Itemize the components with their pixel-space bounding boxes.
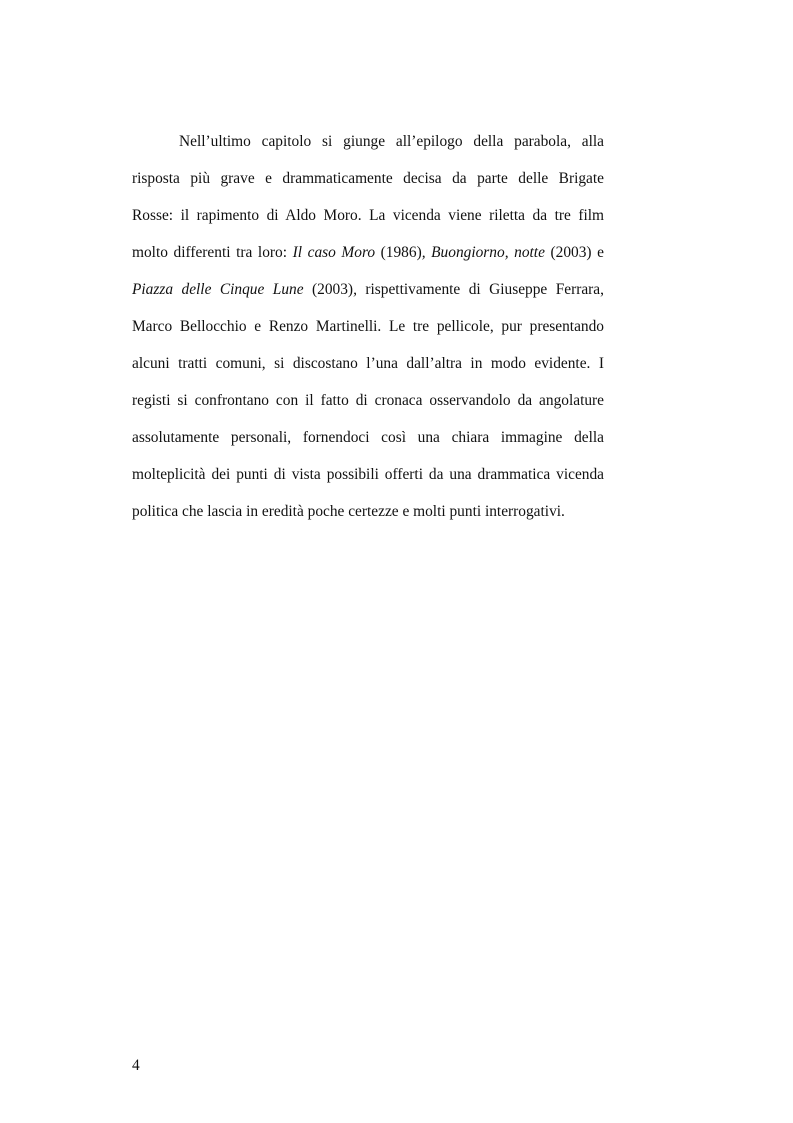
line-text: molteplicità dei punti di vista possibili offerti da una drammatica vicenda [132, 466, 604, 483]
italic-title-text: , [353, 281, 357, 298]
paragraph-line [132, 275, 604, 312]
line-text: registi si confrontano con il fatto di cronaca osservandolo da angolature [132, 392, 604, 409]
italic-title-text: , Buongiorno, notte [421, 244, 545, 261]
page-number: 4 [132, 1057, 140, 1074]
paragraph-line [132, 238, 604, 275]
paragraph-line [132, 164, 604, 201]
paragraph-line [132, 127, 604, 164]
paragraph-line [132, 312, 604, 349]
paragraph-line [132, 349, 604, 386]
line-text: (1986) [375, 244, 422, 261]
line-text: (2003) [303, 281, 354, 298]
line-text: risposta più grave e drammaticamente decisa da parte delle Brigate [132, 170, 604, 187]
paragraph-line [132, 460, 604, 497]
paragraph-line [132, 386, 604, 423]
line-text: Nell’ultimo capitolo si giunge all’epilogo della parabola, alla [179, 133, 604, 150]
paragraph-line [132, 423, 604, 460]
line-text: assolutamente personali, fornendoci così una chiara immagine della [132, 429, 604, 446]
line-text: molto differenti tra loro: [132, 244, 293, 261]
line-text: rispettivamente di Giuseppe Ferrara, [356, 281, 604, 298]
line-text: alcuni tratti comuni, si discostano l’una dall’altra in modo evidente. I [132, 355, 604, 372]
paragraph-line [132, 201, 604, 238]
line-text: Marco Bellocchio e Renzo Martinelli. Le tre pellicole, pur presentando [132, 318, 604, 335]
paragraph-line [132, 497, 604, 534]
italic-title-text: Il caso Moro [292, 244, 376, 261]
line-text: (2003) e [544, 244, 604, 261]
line-text: politica che lascia in eredità poche certezze e molti punti interrogativi. [132, 503, 565, 520]
italic-title-text: Piazza delle Cinque Lune [132, 281, 304, 298]
body-paragraph [132, 127, 604, 534]
line-text: Rosse: il rapimento di Aldo Moro. La vicenda viene riletta da tre film [132, 207, 604, 224]
